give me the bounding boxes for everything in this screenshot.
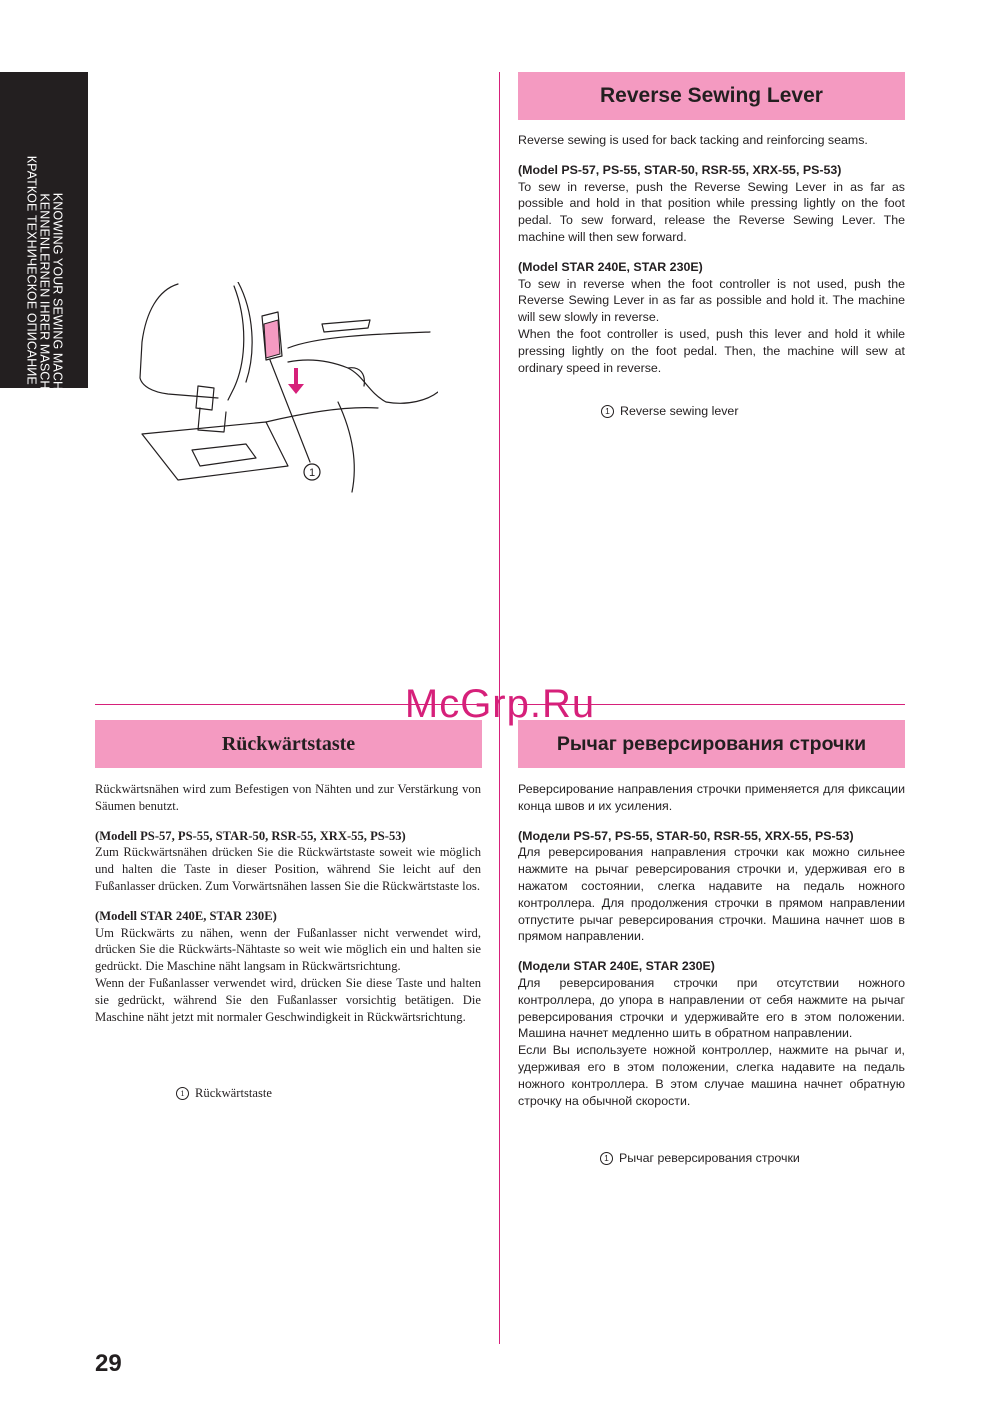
german-models1-heading: (Modell PS-57, PS-55, STAR-50, RSR-55, XRX-55, PS-53) bbox=[95, 828, 406, 843]
machine-head-outline bbox=[140, 284, 218, 398]
english-callout-label: Reverse sewing lever bbox=[620, 404, 739, 418]
side-chapter-tab bbox=[0, 72, 88, 449]
hand-outline bbox=[288, 332, 438, 403]
bed-edge bbox=[266, 408, 378, 422]
german-title: Rückwärtstaste bbox=[221, 732, 356, 755]
english-models1-heading: (Model PS-57, PS-55, STAR-50, RSR-55, XRX-55, PS-53) bbox=[518, 162, 842, 177]
russian-title: Рычаг реверсирования строчки bbox=[556, 732, 867, 755]
russian-models2-heading: (Модели STAR 240E, STAR 230E) bbox=[518, 959, 715, 974]
slot-shape bbox=[322, 320, 370, 332]
side-tab-line-ru: КРАТКОЕ ТЕХНИЧЕСКОЕ ОПИСАНИЕ МАШИНЫ bbox=[24, 155, 39, 449]
machine-front-curve bbox=[228, 286, 244, 400]
english-models2-heading: (Model STAR 240E, STAR 230E) bbox=[518, 259, 703, 274]
english-title-bar bbox=[518, 72, 905, 120]
german-models1-text: Zum Rückwärtsnähen drücken Sie die Rückwärtstaste soweit wie möglich und halten die Taste in dieser Position, während Sie leicht auf den Fußanlasser drücken. Zum Vorwärtsnähen lassen Sie die Rückwärtstaste los. bbox=[95, 845, 481, 893]
russian-models2-text1: Для реверсирования строчки при отсутствии ножного контроллера, до упора в направлении от себя нажмите на рычаг реверсирования строчки и удерживайте его в этом положении. Машина начнет медленно шить в обратном направлении. bbox=[518, 975, 905, 1041]
page-number: 29 bbox=[95, 1350, 122, 1377]
english-callout bbox=[601, 404, 738, 418]
german-callout-label: Rückwärtstaste bbox=[195, 1086, 272, 1100]
english-models2-text2: When the foot controller is used, push this lever and hold it while pressing lightly on the foot pedal. Then, the machine will sew at ordinary speed in reverse. bbox=[518, 326, 905, 375]
german-body bbox=[95, 781, 481, 1025]
feed-slot bbox=[192, 444, 256, 466]
english-models1-text: To sew in reverse, push the Reverse Sewing Lever in as far as possible and hold in that position while pressing lightly on the foot pedal. To sew forward, release the Reverse Sewing Lever. The machine will then sew forward. bbox=[518, 179, 905, 244]
side-tab-line-de: KENNENLERNEN IHRER MASCHINE bbox=[37, 193, 52, 411]
side-tab-line-en: KNOWING YOUR SEWING MACHINE bbox=[50, 192, 65, 412]
german-callout bbox=[176, 1086, 272, 1101]
german-models2-heading: (Modell STAR 240E, STAR 230E) bbox=[95, 908, 277, 923]
russian-callout-label: Рычаг реверсирования строчки bbox=[619, 1151, 800, 1165]
bed-right-edge bbox=[338, 402, 354, 492]
russian-callout bbox=[600, 1151, 800, 1165]
sewing-machine-illustration bbox=[138, 282, 438, 494]
german-title-bar bbox=[95, 720, 482, 768]
english-body bbox=[518, 132, 905, 376]
side-tab-text bbox=[25, 144, 64, 460]
german-models2-text2: Wenn der Fußanlasser verwendet wird, drücken Sie diese Taste und halten sie gedrückt, während Sie den Fußanlasser vorsichtig betätigen. Die Maschine näht jetzt mit normaler Geschwindigkeit in Rückwärtsrichtung. bbox=[95, 975, 481, 1024]
hand-finger bbox=[348, 368, 364, 386]
machine-arm-edge bbox=[238, 282, 252, 382]
needle-plate bbox=[142, 422, 288, 480]
russian-callout-number: 1 bbox=[600, 1152, 613, 1165]
russian-intro: Реверсирование направления строчки применяется для фиксации конца швов и их усиления. bbox=[518, 782, 905, 813]
russian-body bbox=[518, 781, 905, 1109]
russian-models2-text2: Если Вы используете ножной контроллер, нажмите на рычаг и, удерживая его в этом положении, слегка надавите на педаль ножного контроллера. В этом случае машина начнет обратную строчку на обычной скорости. bbox=[518, 1043, 905, 1108]
reverse-lever-highlight bbox=[264, 320, 280, 358]
callout-leader bbox=[270, 360, 310, 462]
german-intro: Rückwärtsnähen wird zum Befestigen von Nähten und zur Verstärkung von Säumen benutzt. bbox=[95, 782, 481, 813]
english-callout-number: 1 bbox=[601, 405, 614, 418]
english-intro: Reverse sewing is used for back tacking and reinforcing seams. bbox=[518, 133, 868, 147]
russian-models1-heading: (Модели PS-57, PS-55, STAR-50, RSR-55, XRX-55, PS-53) bbox=[518, 828, 854, 843]
english-models2-text1: To sew in reverse when the foot controller is not used, push the Reverse Sewing Lever in as far as possible and hold it. The machine will sew slowly in reverse. bbox=[518, 276, 905, 325]
german-callout-number: 1 bbox=[176, 1087, 189, 1100]
german-models2-text1: Um Rückwärts zu nähen, wenn der Fußanlasser nicht verwendet wird, drücken Sie die Rückwärts-Nähtaste so weit wie möglich ein und halten sie gedrückt. Die Maschine näht langsam in Rückwärtsrichtung. bbox=[95, 925, 481, 974]
russian-models1-text: Для реверсирования направления строчки как можно сильнее нажмите на рычаг реверсирования строчки и, удерживая его в нажатом состоянии, слегка надавите на педаль ножного контроллера. Для продолжения строчки в прямом направлении отпустите рычаг реверсирования строчки. Машина начнет шов в прямом направлении. bbox=[518, 845, 905, 944]
english-title: Reverse Sewing Lever bbox=[600, 84, 823, 107]
watermark: McGrp.Ru bbox=[404, 682, 596, 726]
figure-callout-number: 1 bbox=[308, 467, 316, 479]
russian-title-bar bbox=[518, 720, 905, 768]
push-arrow-icon bbox=[288, 368, 304, 394]
